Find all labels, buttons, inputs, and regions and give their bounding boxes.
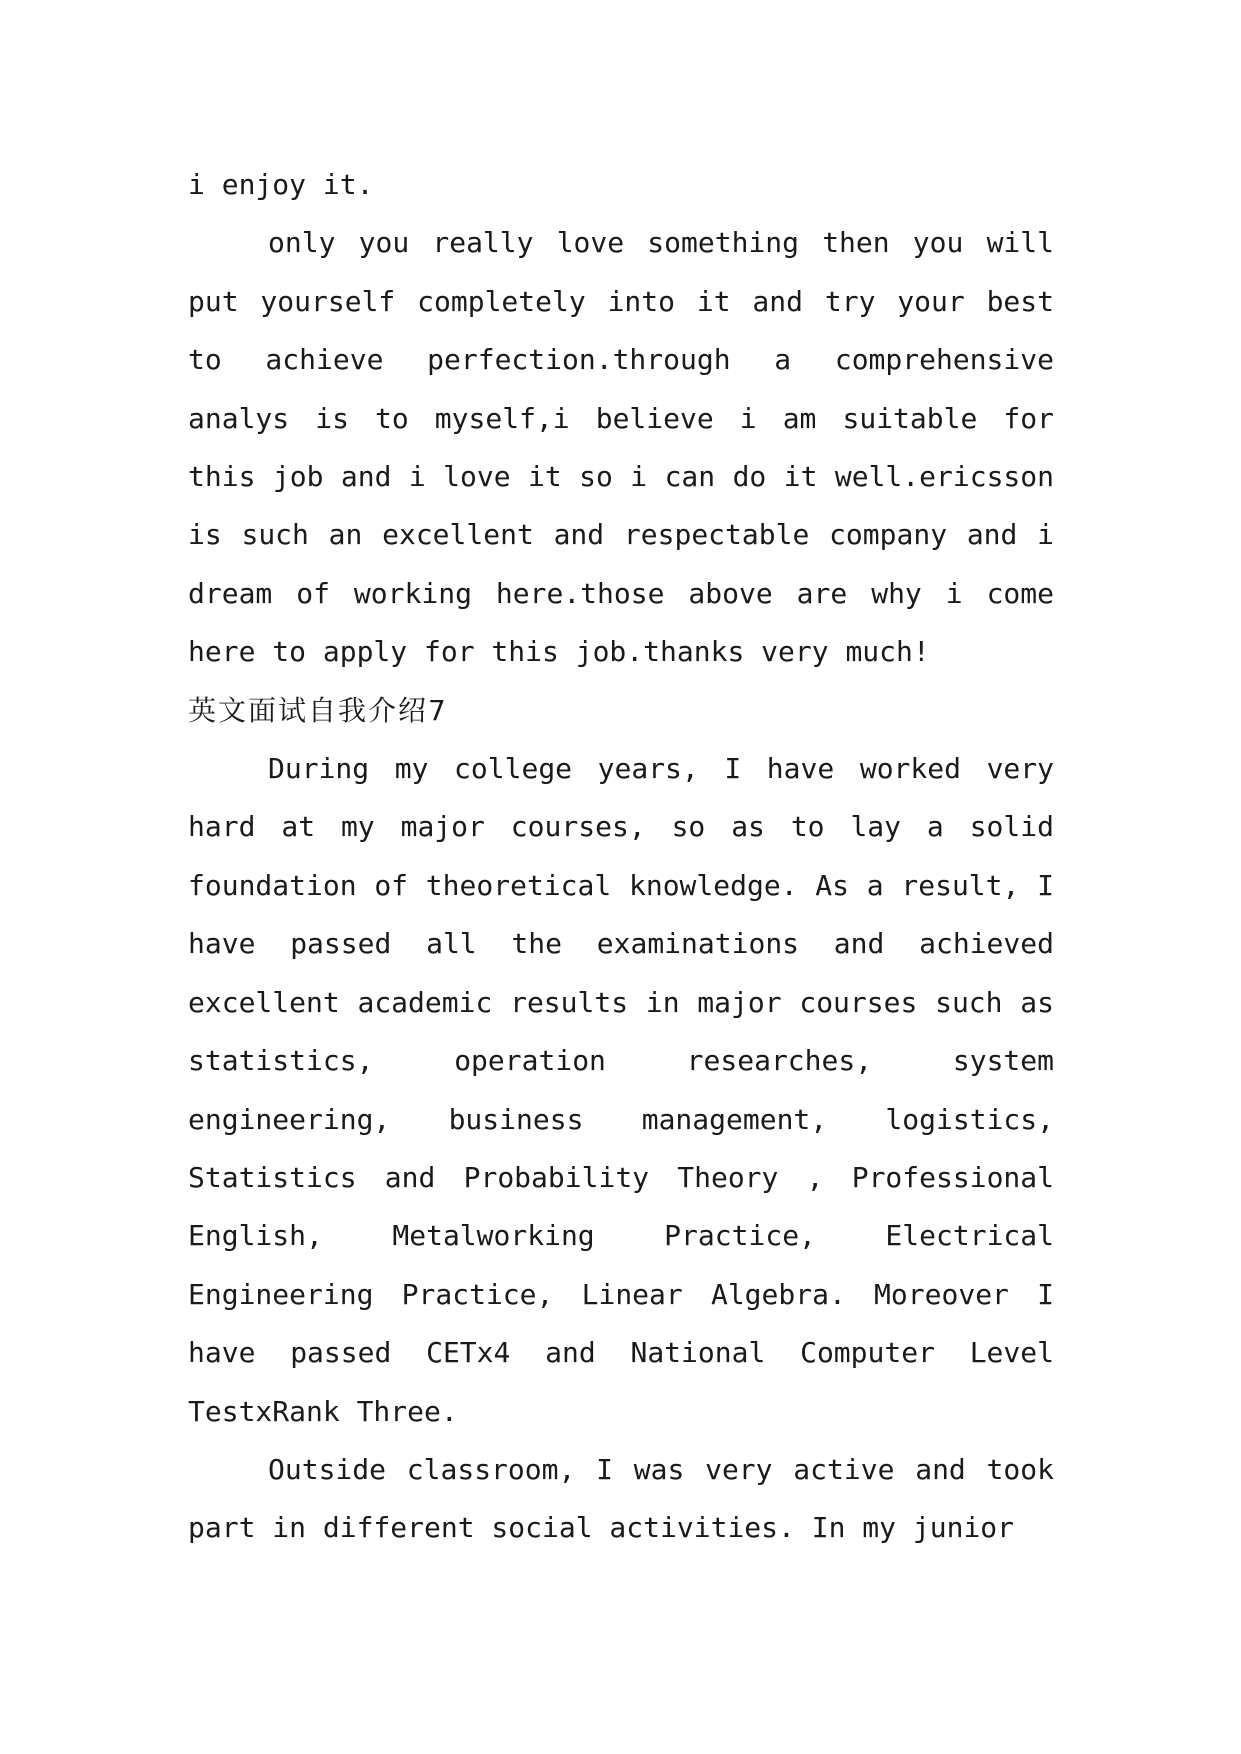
- section-heading: 英文面试自我介绍7: [188, 693, 448, 727]
- document-page: [188, 156, 1054, 1558]
- paragraph-motivation: only you really love something then you will put yourself completely into it and try your best to achieve perfection.through a comprehensive analys is to myself,i believe i am suitable for this job and i love it so i can do it well.ericsson is such an excellent and respectable company and i dream of working here.those above are why i come here to apply for this job.thanks very much!: [188, 226, 1054, 669]
- paragraph-college-courses: During my college years, I have worked very hard at my major courses, so as to lay a solid foundation of theoretical knowledge. As a result, I have passed all the examinations and achieved excellent academic results in major courses such as statistics, operation researches, system engineering, business management, logistics, Statistics and Probability Theory , Professional English, Metalworking Practice, Electrical Engineering Practice, Linear Algebra. Moreover I have passed CETx4 and National Computer Level TestxRank Three.: [188, 752, 1054, 1428]
- paragraph-continuation: i enjoy it.: [188, 168, 374, 201]
- paragraph-activities: Outside classroom, I was very active and took part in different social activities. In my junior: [188, 1452, 1054, 1545]
